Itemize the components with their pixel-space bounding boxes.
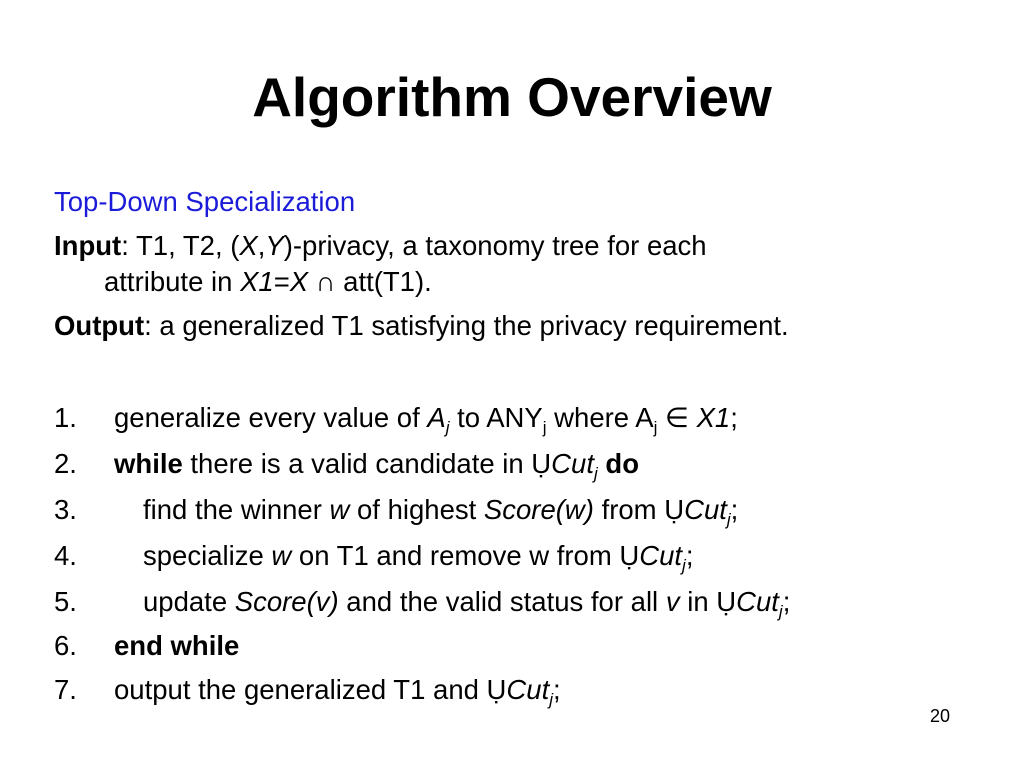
var-x1: X1 xyxy=(696,402,731,433)
var-score: Score(v) xyxy=(234,586,339,617)
step-text xyxy=(114,446,639,482)
step-text xyxy=(143,538,693,574)
var-cut: Cut xyxy=(736,586,779,617)
var-a: A xyxy=(427,402,446,433)
step-text-part: find the winner xyxy=(143,494,330,525)
subscript-j: j xyxy=(593,464,598,483)
var-w: w xyxy=(271,540,292,571)
keyword-while: while xyxy=(114,448,183,479)
input-label: Input xyxy=(54,230,122,261)
step-text-part: update xyxy=(143,586,235,617)
step-text-part: generalize every value of xyxy=(114,402,428,433)
step-text xyxy=(114,672,561,708)
input-cont-2: ∩ att(T1). xyxy=(308,266,432,297)
keyword-end-while: end while xyxy=(114,630,240,661)
var-cut: Cut xyxy=(551,448,594,479)
subscript-j: j xyxy=(778,602,783,621)
step-text-part: in Ụ xyxy=(679,586,737,617)
output-paragraph xyxy=(54,308,994,344)
step-text xyxy=(114,628,239,664)
input-x1: X1 xyxy=(240,266,274,297)
step-number: 6. xyxy=(54,630,77,661)
var-cut: Cut xyxy=(639,540,683,571)
input-text-1: : T1, T2, ( xyxy=(121,230,240,261)
input-comma: , xyxy=(257,230,266,261)
input-y: Y xyxy=(265,230,284,261)
step-text xyxy=(114,400,738,436)
subscript-j: j xyxy=(445,418,450,437)
step-text-part: ; xyxy=(685,540,694,571)
input-text-2: )-privacy, a taxonomy tree for each xyxy=(283,230,707,261)
slide-body xyxy=(54,184,994,344)
step-number: 5. xyxy=(54,586,77,617)
subscript-j: j xyxy=(653,418,658,437)
step-text xyxy=(143,492,738,528)
step-text-part: ; xyxy=(730,402,738,433)
var-w: w xyxy=(329,494,350,525)
output-label: Output xyxy=(54,310,145,341)
step-text-part: there is a valid candidate in Ụ xyxy=(182,448,552,479)
subscript-j: j xyxy=(726,510,731,529)
step-text-part: and the valid status for all xyxy=(338,586,666,617)
input-x2: X xyxy=(289,266,309,297)
output-text: : a generalized T1 satisfying the privacy requirement. xyxy=(144,310,789,341)
step-number: 2. xyxy=(54,448,77,479)
step-text-part: to ANY xyxy=(449,402,543,433)
input-continuation xyxy=(54,264,994,300)
input-paragraph xyxy=(54,228,994,300)
step-text-part: ; xyxy=(782,586,791,617)
step-number: 3. xyxy=(54,494,77,525)
step-number: 4. xyxy=(54,540,77,571)
slide-title: Algorithm Overview xyxy=(252,66,772,128)
element-of-symbol: ∈ xyxy=(657,402,697,433)
page-number: 20 xyxy=(930,706,951,726)
subtitle: Top-Down Specialization xyxy=(54,186,356,217)
step-number: 7. xyxy=(54,674,77,705)
step-text-part: of highest xyxy=(349,494,484,525)
step-text xyxy=(143,584,790,620)
step-text-part: specialize xyxy=(143,540,272,571)
subscript-j: j xyxy=(542,418,547,437)
subscript-j: j xyxy=(682,556,686,575)
subscript-j: j xyxy=(549,690,553,709)
step-text-part: ; xyxy=(553,674,561,705)
step-text-part: on T1 and remove w from Ụ xyxy=(291,540,640,571)
step-number: 1. xyxy=(54,402,77,433)
step-text-part: output the generalized T1 and Ụ xyxy=(114,674,507,705)
input-eq: = xyxy=(273,266,290,297)
var-v: v xyxy=(665,586,680,617)
var-cut: Cut xyxy=(684,494,727,525)
input-x: X xyxy=(239,230,258,261)
var-cut: Cut xyxy=(506,674,550,705)
input-cont-1: attribute in xyxy=(104,266,241,297)
step-text-part: from Ụ xyxy=(593,494,685,525)
step-text-part: ; xyxy=(730,494,739,525)
step-text-part: where A xyxy=(546,402,654,433)
var-score: Score(w) xyxy=(483,494,594,525)
keyword-do: do xyxy=(597,448,639,479)
